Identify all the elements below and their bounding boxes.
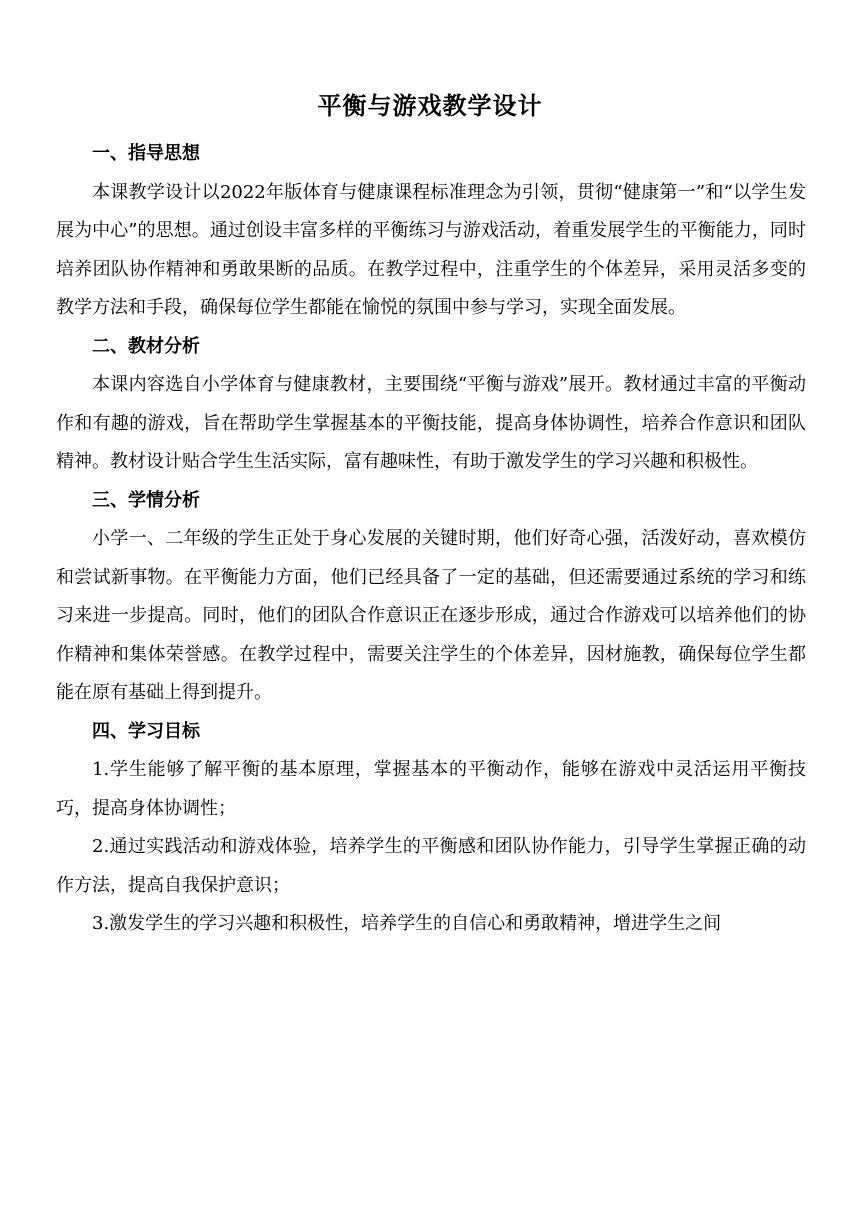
section-heading: 一、指导思想: [92, 143, 200, 164]
objective-item: 3.激发学生的学习兴趣和积极性，培养学生的自信心和勇敢精神，增进学生之间: [92, 913, 722, 934]
section-guiding-ideology: [56, 135, 806, 328]
paragraph: 本课内容选自小学体育与健康教材，主要围绕“平衡与游戏”展开。教材通过丰富的平衡动作和有趣的游戏，旨在帮助学生掌握基本的平衡技能，提高身体协调性，培养合作意识和团队精神。教材设计贴合学生生活实际，富有趣味性，有助于激发学生的学习兴趣和积极性。: [56, 374, 806, 472]
section-learning-objectives: [56, 713, 806, 944]
section-heading: 三、学情分析: [92, 489, 200, 511]
section-material-analysis: [56, 328, 806, 482]
objective-item: 1.学生能够了解平衡的基本原理，掌握基本的平衡动作，能够在游戏中灵活运用平衡技巧，提高身体协调性；: [56, 759, 806, 819]
document-title: 平衡与游戏教学设计: [317, 91, 543, 120]
objective-item: 2.通过实践活动和游戏体验，培养学生的平衡感和团队协作能力，引导学生掌握正确的动作方法，提高自我保护意识；: [56, 836, 806, 896]
paragraph: 小学一、二年级的学生正处于身心发展的关键时期，他们好奇心强，活泼好动，喜欢模仿和尝试新事物。在平衡能力方面，他们已经具备了一定的基础，但还需要通过系统的学习和练习来进一步提高。同时，他们的团队合作意识正在逐步形成，通过合作游戏可以培养他们的协作精神和集体荣誉感。在教学过程中，需要关注学生的个体差异，因材施教，确保每位学生都能在原有基础上得到提升。: [56, 528, 806, 703]
paragraph: 本课教学设计以2022年版体育与健康课程标准理念为引领，贯彻“健康第一”和“以学生发展为中心”的思想。通过创设丰富多样的平衡练习与游戏活动，着重发展学生的平衡能力，同时培养团队协作精神和勇敢果断的品质。在教学过程中，注重学生的个体差异，采用灵活多变的教学方法和手段，确保每位学生都能在愉悦的氛围中参与学习，实现全面发展。: [56, 181, 806, 318]
section-student-analysis: [56, 482, 806, 713]
document-body: [56, 135, 806, 944]
section-heading: 四、学习目标: [92, 720, 200, 742]
section-heading: 二、教材分析: [92, 335, 200, 357]
